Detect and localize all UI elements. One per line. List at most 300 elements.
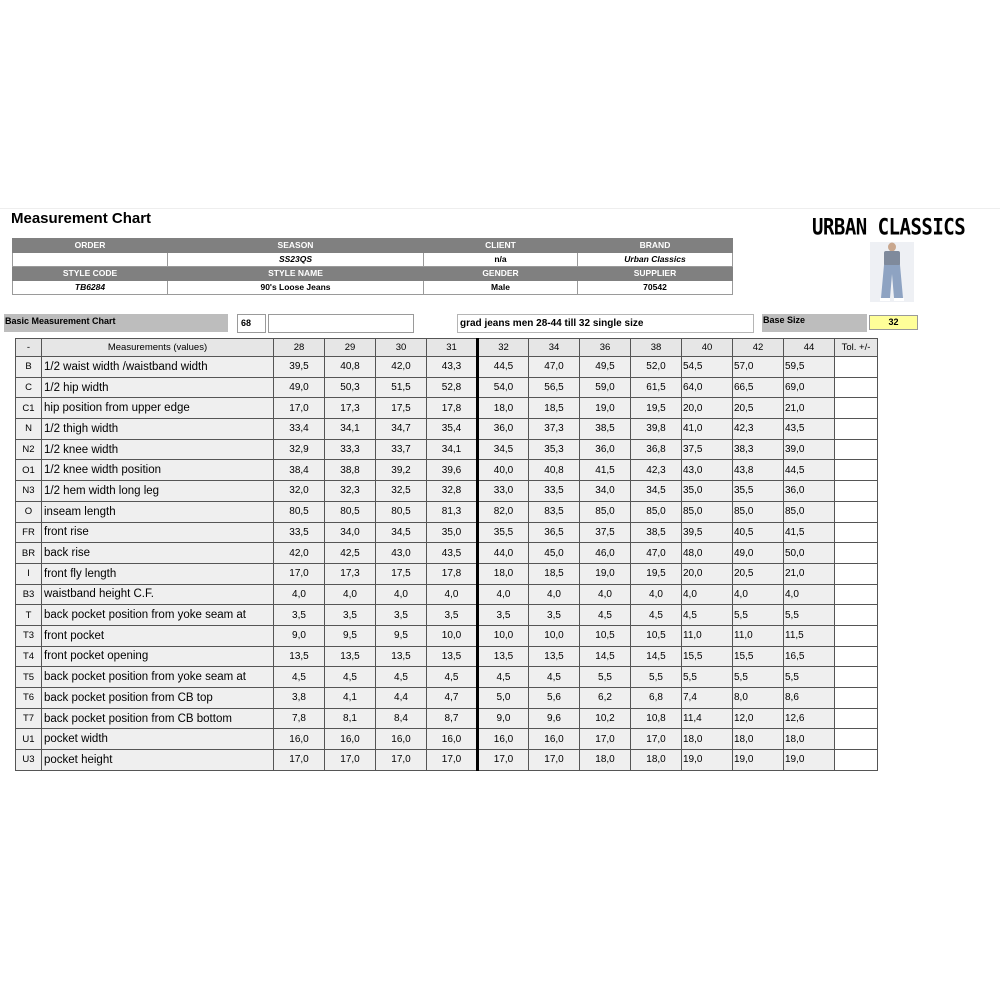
value-size-38: 5,5 bbox=[631, 667, 682, 688]
table-row bbox=[16, 522, 878, 543]
gender-header: GENDER bbox=[424, 267, 578, 281]
measurement-name: back pocket position from CB top bbox=[42, 688, 274, 709]
value-size-28: 33,4 bbox=[274, 419, 325, 440]
value-size-40: 39,5 bbox=[682, 522, 733, 543]
value-size-31: 17,0 bbox=[427, 750, 478, 771]
value-size-28: 9,0 bbox=[274, 625, 325, 646]
value-size-32: 3,5 bbox=[478, 605, 529, 626]
size-header-36: 36 bbox=[580, 339, 631, 357]
value-size-42: 20,5 bbox=[733, 398, 784, 419]
value-size-42: 66,5 bbox=[733, 377, 784, 398]
value-size-28: 49,0 bbox=[274, 377, 325, 398]
measurement-code: T6 bbox=[16, 688, 42, 709]
client-value: n/a bbox=[424, 253, 578, 267]
value-size-30: 17,0 bbox=[376, 750, 427, 771]
value-size-29: 32,3 bbox=[325, 481, 376, 502]
value-size-40: 5,5 bbox=[682, 667, 733, 688]
value-size-30: 17,5 bbox=[376, 563, 427, 584]
value-size-42: 43,8 bbox=[733, 460, 784, 481]
table-row bbox=[16, 605, 878, 626]
brand-value: Urban Classics bbox=[578, 253, 733, 267]
value-size-36: 36,0 bbox=[580, 439, 631, 460]
value-size-36: 10,2 bbox=[580, 708, 631, 729]
value-size-38: 18,0 bbox=[631, 750, 682, 771]
measurement-name: back pocket position from yoke seam at bbox=[42, 667, 274, 688]
value-size-42: 8,0 bbox=[733, 688, 784, 709]
value-size-29: 9,5 bbox=[325, 625, 376, 646]
value-size-29: 4,5 bbox=[325, 667, 376, 688]
value-size-30: 3,5 bbox=[376, 605, 427, 626]
measurement-code: N2 bbox=[16, 439, 42, 460]
value-size-40: 11,0 bbox=[682, 625, 733, 646]
value-size-42: 57,0 bbox=[733, 357, 784, 378]
value-size-36: 34,0 bbox=[580, 481, 631, 502]
info-header-row-2 bbox=[13, 267, 733, 281]
value-size-31: 8,7 bbox=[427, 708, 478, 729]
value-size-32: 10,0 bbox=[478, 625, 529, 646]
value-size-38: 6,8 bbox=[631, 688, 682, 709]
measurement-code: U1 bbox=[16, 729, 42, 750]
value-size-28: 4,0 bbox=[274, 584, 325, 605]
measurement-code: O1 bbox=[16, 460, 42, 481]
value-size-31: 4,7 bbox=[427, 688, 478, 709]
tolerance-value bbox=[835, 584, 878, 605]
value-size-32: 4,5 bbox=[478, 667, 529, 688]
value-size-38: 52,0 bbox=[631, 357, 682, 378]
measurement-name: 1/2 knee width bbox=[42, 439, 274, 460]
value-size-30: 13,5 bbox=[376, 646, 427, 667]
value-size-30: 80,5 bbox=[376, 501, 427, 522]
value-size-30: 34,7 bbox=[376, 419, 427, 440]
table-row bbox=[16, 750, 878, 771]
value-size-29: 38,8 bbox=[325, 460, 376, 481]
value-size-32: 35,5 bbox=[478, 522, 529, 543]
value-size-30: 8,4 bbox=[376, 708, 427, 729]
value-size-36: 5,5 bbox=[580, 667, 631, 688]
tolerance-value bbox=[835, 563, 878, 584]
value-size-28: 32,9 bbox=[274, 439, 325, 460]
table-row bbox=[16, 439, 878, 460]
value-size-40: 20,0 bbox=[682, 563, 733, 584]
value-size-28: 39,5 bbox=[274, 357, 325, 378]
tolerance-value bbox=[835, 729, 878, 750]
measurement-code: O bbox=[16, 501, 42, 522]
tolerance-value bbox=[835, 439, 878, 460]
value-size-38: 61,5 bbox=[631, 377, 682, 398]
value-size-31: 43,3 bbox=[427, 357, 478, 378]
supplier-header: SUPPLIER bbox=[578, 267, 733, 281]
value-size-31: 35,0 bbox=[427, 522, 478, 543]
value-size-28: 17,0 bbox=[274, 750, 325, 771]
measurement-code: B bbox=[16, 357, 42, 378]
value-size-28: 17,0 bbox=[274, 563, 325, 584]
value-size-32: 44,5 bbox=[478, 357, 529, 378]
value-size-29: 4,0 bbox=[325, 584, 376, 605]
tolerance-value bbox=[835, 688, 878, 709]
style-code-value: TB6284 bbox=[13, 281, 168, 295]
tolerance-value bbox=[835, 501, 878, 522]
value-size-31: 13,5 bbox=[427, 646, 478, 667]
value-size-36: 17,0 bbox=[580, 729, 631, 750]
value-size-29: 50,3 bbox=[325, 377, 376, 398]
measurement-code: T4 bbox=[16, 646, 42, 667]
value-size-38: 39,8 bbox=[631, 419, 682, 440]
measurement-code: T7 bbox=[16, 708, 42, 729]
value-size-42: 18,0 bbox=[733, 729, 784, 750]
value-size-31: 35,4 bbox=[427, 419, 478, 440]
value-size-28: 7,8 bbox=[274, 708, 325, 729]
value-size-44: 36,0 bbox=[784, 481, 835, 502]
measurement-code: I bbox=[16, 563, 42, 584]
value-size-32: 40,0 bbox=[478, 460, 529, 481]
value-size-28: 42,0 bbox=[274, 543, 325, 564]
measurement-code: B3 bbox=[16, 584, 42, 605]
table-row bbox=[16, 625, 878, 646]
tolerance-value bbox=[835, 398, 878, 419]
value-size-38: 10,5 bbox=[631, 625, 682, 646]
value-size-30: 16,0 bbox=[376, 729, 427, 750]
measurement-name: 1/2 hem width long leg bbox=[42, 481, 274, 502]
value-size-42: 85,0 bbox=[733, 501, 784, 522]
value-size-34: 83,5 bbox=[529, 501, 580, 522]
table-row bbox=[16, 481, 878, 502]
value-size-44: 59,5 bbox=[784, 357, 835, 378]
value-size-29: 34,0 bbox=[325, 522, 376, 543]
value-size-31: 4,5 bbox=[427, 667, 478, 688]
table-row bbox=[16, 646, 878, 667]
order-value bbox=[13, 253, 168, 267]
table-row bbox=[16, 377, 878, 398]
value-size-38: 4,0 bbox=[631, 584, 682, 605]
value-size-32: 13,5 bbox=[478, 646, 529, 667]
value-size-29: 17,3 bbox=[325, 563, 376, 584]
value-size-30: 39,2 bbox=[376, 460, 427, 481]
value-size-31: 34,1 bbox=[427, 439, 478, 460]
size-header-28: 28 bbox=[274, 339, 325, 357]
style-name-value: 90's Loose Jeans bbox=[168, 281, 424, 295]
value-size-28: 33,5 bbox=[274, 522, 325, 543]
value-size-38: 34,5 bbox=[631, 481, 682, 502]
value-size-42: 35,5 bbox=[733, 481, 784, 502]
value-size-40: 19,0 bbox=[682, 750, 733, 771]
value-size-30: 34,5 bbox=[376, 522, 427, 543]
table-row bbox=[16, 398, 878, 419]
value-size-38: 14,5 bbox=[631, 646, 682, 667]
table-row bbox=[16, 460, 878, 481]
value-size-32: 18,0 bbox=[478, 398, 529, 419]
value-size-36: 4,0 bbox=[580, 584, 631, 605]
table-row bbox=[16, 688, 878, 709]
value-size-32: 9,0 bbox=[478, 708, 529, 729]
page-title: Measurement Chart bbox=[11, 210, 152, 227]
value-size-44: 21,0 bbox=[784, 563, 835, 584]
measurement-name: front rise bbox=[42, 522, 274, 543]
measurement-name: 1/2 thigh width bbox=[42, 419, 274, 440]
measurement-code: N bbox=[16, 419, 42, 440]
value-size-44: 8,6 bbox=[784, 688, 835, 709]
value-size-32: 54,0 bbox=[478, 377, 529, 398]
value-size-40: 7,4 bbox=[682, 688, 733, 709]
value-size-36: 38,5 bbox=[580, 419, 631, 440]
value-size-30: 9,5 bbox=[376, 625, 427, 646]
measurement-name: 1/2 waist width /waistband width bbox=[42, 357, 274, 378]
measurement-name: back rise bbox=[42, 543, 274, 564]
value-size-32: 17,0 bbox=[478, 750, 529, 771]
value-size-38: 19,5 bbox=[631, 563, 682, 584]
value-size-30: 4,4 bbox=[376, 688, 427, 709]
value-size-40: 4,5 bbox=[682, 605, 733, 626]
value-size-36: 4,5 bbox=[580, 605, 631, 626]
table-row bbox=[16, 708, 878, 729]
tolerance-value bbox=[835, 357, 878, 378]
value-size-32: 18,0 bbox=[478, 563, 529, 584]
tolerance-value bbox=[835, 646, 878, 667]
table-header-row bbox=[16, 339, 878, 357]
value-size-29: 3,5 bbox=[325, 605, 376, 626]
value-size-30: 4,0 bbox=[376, 584, 427, 605]
measurement-code: C bbox=[16, 377, 42, 398]
value-size-36: 37,5 bbox=[580, 522, 631, 543]
size-header-30: 30 bbox=[376, 339, 427, 357]
value-size-34: 36,5 bbox=[529, 522, 580, 543]
size-header-44: 44 bbox=[784, 339, 835, 357]
size-header-31: 31 bbox=[427, 339, 478, 357]
value-size-34: 10,0 bbox=[529, 625, 580, 646]
value-size-38: 19,5 bbox=[631, 398, 682, 419]
jeans-icon bbox=[870, 242, 914, 302]
size-header-29: 29 bbox=[325, 339, 376, 357]
order-info-table bbox=[12, 238, 733, 295]
value-size-40: 15,5 bbox=[682, 646, 733, 667]
value-size-29: 34,1 bbox=[325, 419, 376, 440]
value-size-38: 47,0 bbox=[631, 543, 682, 564]
measurement-code: N3 bbox=[16, 481, 42, 502]
tolerance-value bbox=[835, 605, 878, 626]
style-name-header: STYLE NAME bbox=[168, 267, 424, 281]
measurement-code: BR bbox=[16, 543, 42, 564]
value-size-34: 13,5 bbox=[529, 646, 580, 667]
value-size-42: 49,0 bbox=[733, 543, 784, 564]
value-size-34: 5,6 bbox=[529, 688, 580, 709]
value-size-40: 54,5 bbox=[682, 357, 733, 378]
table-row bbox=[16, 543, 878, 564]
measurement-code: C1 bbox=[16, 398, 42, 419]
measurement-name: front fly length bbox=[42, 563, 274, 584]
table-row bbox=[16, 501, 878, 522]
value-size-42: 15,5 bbox=[733, 646, 784, 667]
value-size-42: 4,0 bbox=[733, 584, 784, 605]
value-size-31: 52,8 bbox=[427, 377, 478, 398]
size-header-40: 40 bbox=[682, 339, 733, 357]
value-size-44: 21,0 bbox=[784, 398, 835, 419]
value-size-34: 16,0 bbox=[529, 729, 580, 750]
value-size-44: 44,5 bbox=[784, 460, 835, 481]
measurement-name: pocket height bbox=[42, 750, 274, 771]
value-size-32: 44,0 bbox=[478, 543, 529, 564]
base-size-value: 32 bbox=[869, 315, 918, 330]
value-size-34: 18,5 bbox=[529, 563, 580, 584]
season-header: SEASON bbox=[168, 239, 424, 253]
value-size-34: 9,6 bbox=[529, 708, 580, 729]
value-size-36: 6,2 bbox=[580, 688, 631, 709]
value-size-28: 13,5 bbox=[274, 646, 325, 667]
value-size-31: 16,0 bbox=[427, 729, 478, 750]
value-size-31: 39,6 bbox=[427, 460, 478, 481]
value-size-29: 17,0 bbox=[325, 750, 376, 771]
value-size-38: 4,5 bbox=[631, 605, 682, 626]
basic-measurement-chart-label: Basic Measurement Chart bbox=[4, 314, 228, 332]
value-size-38: 38,5 bbox=[631, 522, 682, 543]
value-size-34: 4,5 bbox=[529, 667, 580, 688]
value-size-40: 37,5 bbox=[682, 439, 733, 460]
value-size-44: 41,5 bbox=[784, 522, 835, 543]
client-header: CLIENT bbox=[424, 239, 578, 253]
value-size-36: 18,0 bbox=[580, 750, 631, 771]
value-size-44: 4,0 bbox=[784, 584, 835, 605]
value-size-42: 40,5 bbox=[733, 522, 784, 543]
value-size-42: 11,0 bbox=[733, 625, 784, 646]
value-size-40: 18,0 bbox=[682, 729, 733, 750]
value-size-44: 12,6 bbox=[784, 708, 835, 729]
measurement-name: hip position from upper edge bbox=[42, 398, 274, 419]
value-size-31: 3,5 bbox=[427, 605, 478, 626]
measurement-code: T3 bbox=[16, 625, 42, 646]
value-size-28: 16,0 bbox=[274, 729, 325, 750]
measurement-code: U3 bbox=[16, 750, 42, 771]
value-size-36: 19,0 bbox=[580, 398, 631, 419]
value-size-44: 5,5 bbox=[784, 605, 835, 626]
measurement-code: T bbox=[16, 605, 42, 626]
measurement-name: front pocket bbox=[42, 625, 274, 646]
value-size-44: 85,0 bbox=[784, 501, 835, 522]
value-size-32: 5,0 bbox=[478, 688, 529, 709]
value-size-36: 49,5 bbox=[580, 357, 631, 378]
value-size-34: 45,0 bbox=[529, 543, 580, 564]
value-size-34: 35,3 bbox=[529, 439, 580, 460]
value-size-32: 4,0 bbox=[478, 584, 529, 605]
base-size-label: Base Size bbox=[762, 314, 867, 332]
value-size-32: 36,0 bbox=[478, 419, 529, 440]
size-header-38: 38 bbox=[631, 339, 682, 357]
value-size-36: 85,0 bbox=[580, 501, 631, 522]
value-size-44: 19,0 bbox=[784, 750, 835, 771]
value-size-44: 18,0 bbox=[784, 729, 835, 750]
value-size-31: 10,0 bbox=[427, 625, 478, 646]
value-size-42: 5,5 bbox=[733, 605, 784, 626]
value-size-34: 37,3 bbox=[529, 419, 580, 440]
value-size-44: 39,0 bbox=[784, 439, 835, 460]
season-value: SS23QS bbox=[168, 253, 424, 267]
value-size-38: 10,8 bbox=[631, 708, 682, 729]
value-size-29: 13,5 bbox=[325, 646, 376, 667]
measurements-column-header: Measurements (values) bbox=[42, 339, 274, 357]
table-row bbox=[16, 584, 878, 605]
info-header-row-1 bbox=[13, 239, 733, 253]
supplier-value: 70542 bbox=[578, 281, 733, 295]
tolerance-value bbox=[835, 522, 878, 543]
value-size-40: 85,0 bbox=[682, 501, 733, 522]
value-size-28: 80,5 bbox=[274, 501, 325, 522]
value-size-28: 3,8 bbox=[274, 688, 325, 709]
info-value-row-2 bbox=[13, 281, 733, 295]
value-size-34: 40,8 bbox=[529, 460, 580, 481]
value-size-40: 48,0 bbox=[682, 543, 733, 564]
measurement-code: T5 bbox=[16, 667, 42, 688]
value-size-40: 20,0 bbox=[682, 398, 733, 419]
value-size-34: 4,0 bbox=[529, 584, 580, 605]
size-header-32: 32 bbox=[478, 339, 529, 357]
value-size-30: 32,5 bbox=[376, 481, 427, 502]
value-size-40: 64,0 bbox=[682, 377, 733, 398]
value-size-29: 80,5 bbox=[325, 501, 376, 522]
table-row bbox=[16, 729, 878, 750]
tolerance-value bbox=[835, 481, 878, 502]
value-size-44: 69,0 bbox=[784, 377, 835, 398]
value-size-44: 11,5 bbox=[784, 625, 835, 646]
code-column-header: - bbox=[16, 339, 42, 357]
value-size-28: 38,4 bbox=[274, 460, 325, 481]
size-header-34: 34 bbox=[529, 339, 580, 357]
order-header: ORDER bbox=[13, 239, 168, 253]
brand-header: BRAND bbox=[578, 239, 733, 253]
tolerance-value bbox=[835, 543, 878, 564]
tolerance-value bbox=[835, 460, 878, 481]
measurement-table bbox=[15, 338, 878, 771]
table-row bbox=[16, 563, 878, 584]
measurement-name: 1/2 hip width bbox=[42, 377, 274, 398]
value-size-40: 4,0 bbox=[682, 584, 733, 605]
value-size-30: 43,0 bbox=[376, 543, 427, 564]
value-size-40: 43,0 bbox=[682, 460, 733, 481]
measurement-code: FR bbox=[16, 522, 42, 543]
tolerance-value bbox=[835, 708, 878, 729]
value-size-32: 33,0 bbox=[478, 481, 529, 502]
measurement-name: waistband height C.F. bbox=[42, 584, 274, 605]
value-size-42: 42,3 bbox=[733, 419, 784, 440]
value-size-29: 40,8 bbox=[325, 357, 376, 378]
value-size-29: 16,0 bbox=[325, 729, 376, 750]
style-code-header: STYLE CODE bbox=[13, 267, 168, 281]
value-size-38: 85,0 bbox=[631, 501, 682, 522]
value-size-31: 81,3 bbox=[427, 501, 478, 522]
tolerance-column-header: Tol. +/- bbox=[835, 339, 878, 357]
value-size-42: 19,0 bbox=[733, 750, 784, 771]
value-size-36: 10,5 bbox=[580, 625, 631, 646]
tolerance-value bbox=[835, 667, 878, 688]
value-size-30: 17,5 bbox=[376, 398, 427, 419]
value-size-36: 41,5 bbox=[580, 460, 631, 481]
value-size-30: 4,5 bbox=[376, 667, 427, 688]
value-size-36: 19,0 bbox=[580, 563, 631, 584]
value-size-28: 3,5 bbox=[274, 605, 325, 626]
value-size-29: 17,3 bbox=[325, 398, 376, 419]
grading-rule-field: grad jeans men 28-44 till 32 single size bbox=[457, 314, 754, 333]
gender-value: Male bbox=[424, 281, 578, 295]
value-size-28: 17,0 bbox=[274, 398, 325, 419]
value-size-32: 34,5 bbox=[478, 439, 529, 460]
value-size-34: 17,0 bbox=[529, 750, 580, 771]
value-size-29: 42,5 bbox=[325, 543, 376, 564]
basic-number-field: 68 bbox=[237, 314, 266, 333]
value-size-42: 38,3 bbox=[733, 439, 784, 460]
value-size-32: 82,0 bbox=[478, 501, 529, 522]
value-size-30: 51,5 bbox=[376, 377, 427, 398]
jeans-product-photo bbox=[870, 242, 914, 302]
value-size-34: 56,5 bbox=[529, 377, 580, 398]
value-size-40: 11,4 bbox=[682, 708, 733, 729]
value-size-36: 59,0 bbox=[580, 377, 631, 398]
value-size-34: 47,0 bbox=[529, 357, 580, 378]
